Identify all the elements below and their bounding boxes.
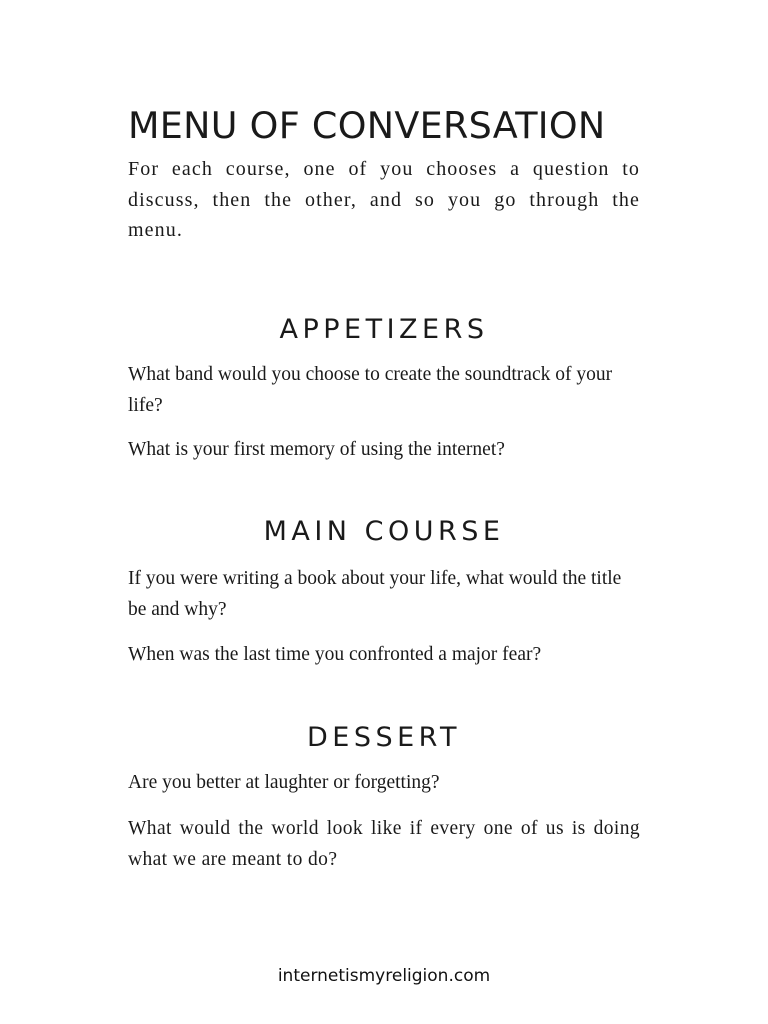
page-title: MENU OF CONVERSATION xyxy=(128,104,606,147)
footer-url: internetismyreligion.com xyxy=(277,966,491,986)
section-heading-dessert: DESSERT xyxy=(307,722,461,753)
question-main-course-2: When was the last time you confronted a major fear? xyxy=(128,644,542,665)
section-heading-main-course: MAIN COURSE xyxy=(263,516,505,547)
question-appetizers-1: What band would you choose to create the soundtrack of your life? xyxy=(128,364,613,416)
menu-page xyxy=(128,0,640,1024)
question-dessert-1: Are you better at laughter or forgetting? xyxy=(128,772,440,793)
question-appetizers-2: What is your first memory of using the internet? xyxy=(128,439,505,460)
question-main-course-1: If you were writing a book about your life, what would the title be and why? xyxy=(128,568,622,620)
intro-text: For each course, one of you chooses a question to discuss, then the other, and so you go through the menu. xyxy=(128,158,640,241)
section-heading-appetizers: APPETIZERS xyxy=(279,314,489,345)
question-dessert-2: What would the world look like if every one of us is doing what we are meant to do? xyxy=(128,818,640,870)
